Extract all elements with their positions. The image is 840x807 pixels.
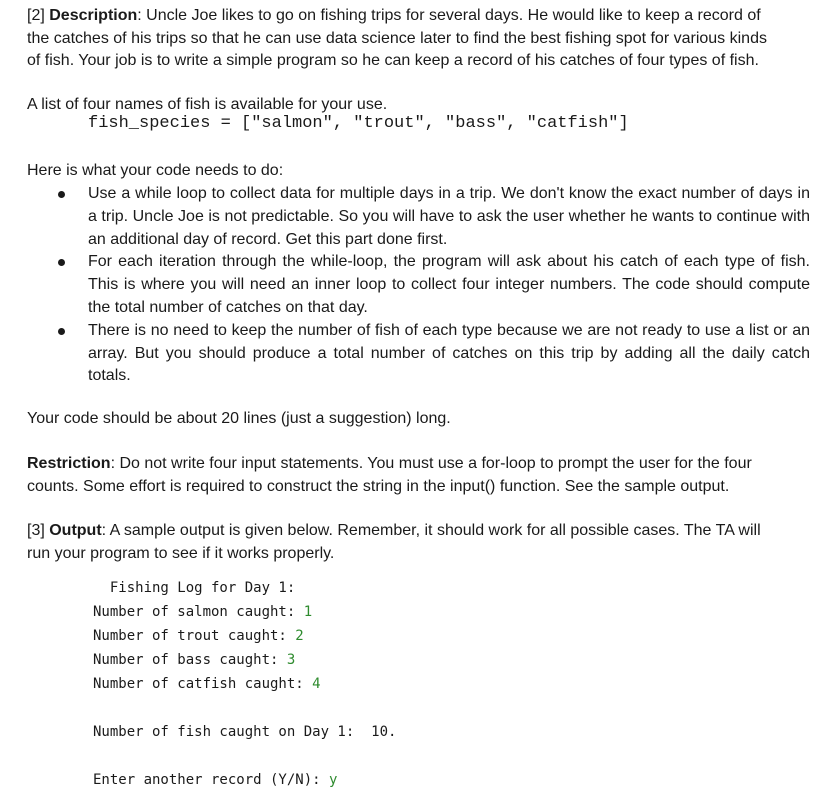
input-value: 3	[286, 652, 296, 668]
restriction-heading: Restriction	[27, 455, 111, 472]
input-value: 2	[295, 628, 304, 644]
output-line-1: : A sample output is given below. Remember, it should work for all possible cases. The TA will	[101, 522, 761, 539]
day-total-line: Number of fish caught on Day 1: 10.	[93, 724, 397, 740]
description-heading: Description	[49, 7, 138, 24]
output-heading: Output	[49, 522, 102, 539]
prompt-line: Number of trout caught: 2	[93, 628, 304, 644]
output-line-2: run your program to see if it works properly.	[27, 544, 335, 562]
restriction-line-1: : Do not write four input statements. You must use a for-loop to prompt the user for the four	[110, 455, 752, 472]
requirement-item: For each iteration through the while-loop, the program will ask about his catch of each type of fish. This is where you will need an inner loop to collect four integer numbers. The code should compute the total number of catches on that day.	[0, 251, 810, 319]
prompt-line: Number of salmon caught: 1	[93, 604, 313, 620]
length-note: Your code should be about 20 lines (just a suggestion) long.	[27, 410, 451, 427]
list-intro: A list of four names of fish is available for your use.	[27, 96, 388, 113]
requirements-list	[0, 183, 840, 388]
prompt-line: Number of catfish caught: 4	[93, 676, 321, 692]
description-line-2: the catches of his trips so that he can use data science later to find the best fishing spot for various kinds	[27, 29, 767, 47]
description-line-3: of fish. Your job is to write a simple program so he can keep a record of his catches of four types of fish.	[27, 52, 759, 69]
another-record-line: Enter another record (Y/N): y	[93, 772, 338, 788]
bullet-icon	[58, 328, 65, 335]
output-paragraph	[27, 520, 817, 565]
input-value: 4	[312, 676, 321, 692]
log-header: Fishing Log for Day 1:	[93, 580, 296, 596]
bullet-icon	[58, 191, 65, 198]
requirement-item: There is no need to keep the number of fish of each type because we are not ready to use a list or an array. But you should produce a total number of catches on this trip by adding all the daily catch totals.	[0, 320, 810, 388]
description-line-1: : Uncle Joe likes to go on fishing trips for several days. He would like to keep a record of	[137, 7, 761, 24]
restriction-line-2: counts. Some effort is required to construct the string in the input() function. See the sample output.	[27, 477, 730, 495]
another-record-value: y	[329, 772, 338, 788]
requirement-item: Use a while loop to collect data for multiple days in a trip. We don't know the exact number of days in a trip. Uncle Joe is not predictable. So you will have to ask the user whether he wants to continue with an additional day of record. Get this part done first.	[0, 183, 810, 251]
output-section-number: [3]	[27, 522, 50, 539]
section-number: [2]	[27, 7, 45, 24]
fish-species-code: fish_species = ["salmon", "trout", "bass", "catfish"]	[88, 114, 629, 133]
description-paragraph	[27, 5, 817, 73]
input-value: 1	[303, 604, 313, 620]
bullet-icon	[58, 259, 65, 266]
restriction-paragraph	[27, 453, 817, 498]
todo-intro: Here is what your code needs to do:	[27, 162, 284, 179]
prompt-line: Number of bass caught: 3	[93, 652, 296, 668]
